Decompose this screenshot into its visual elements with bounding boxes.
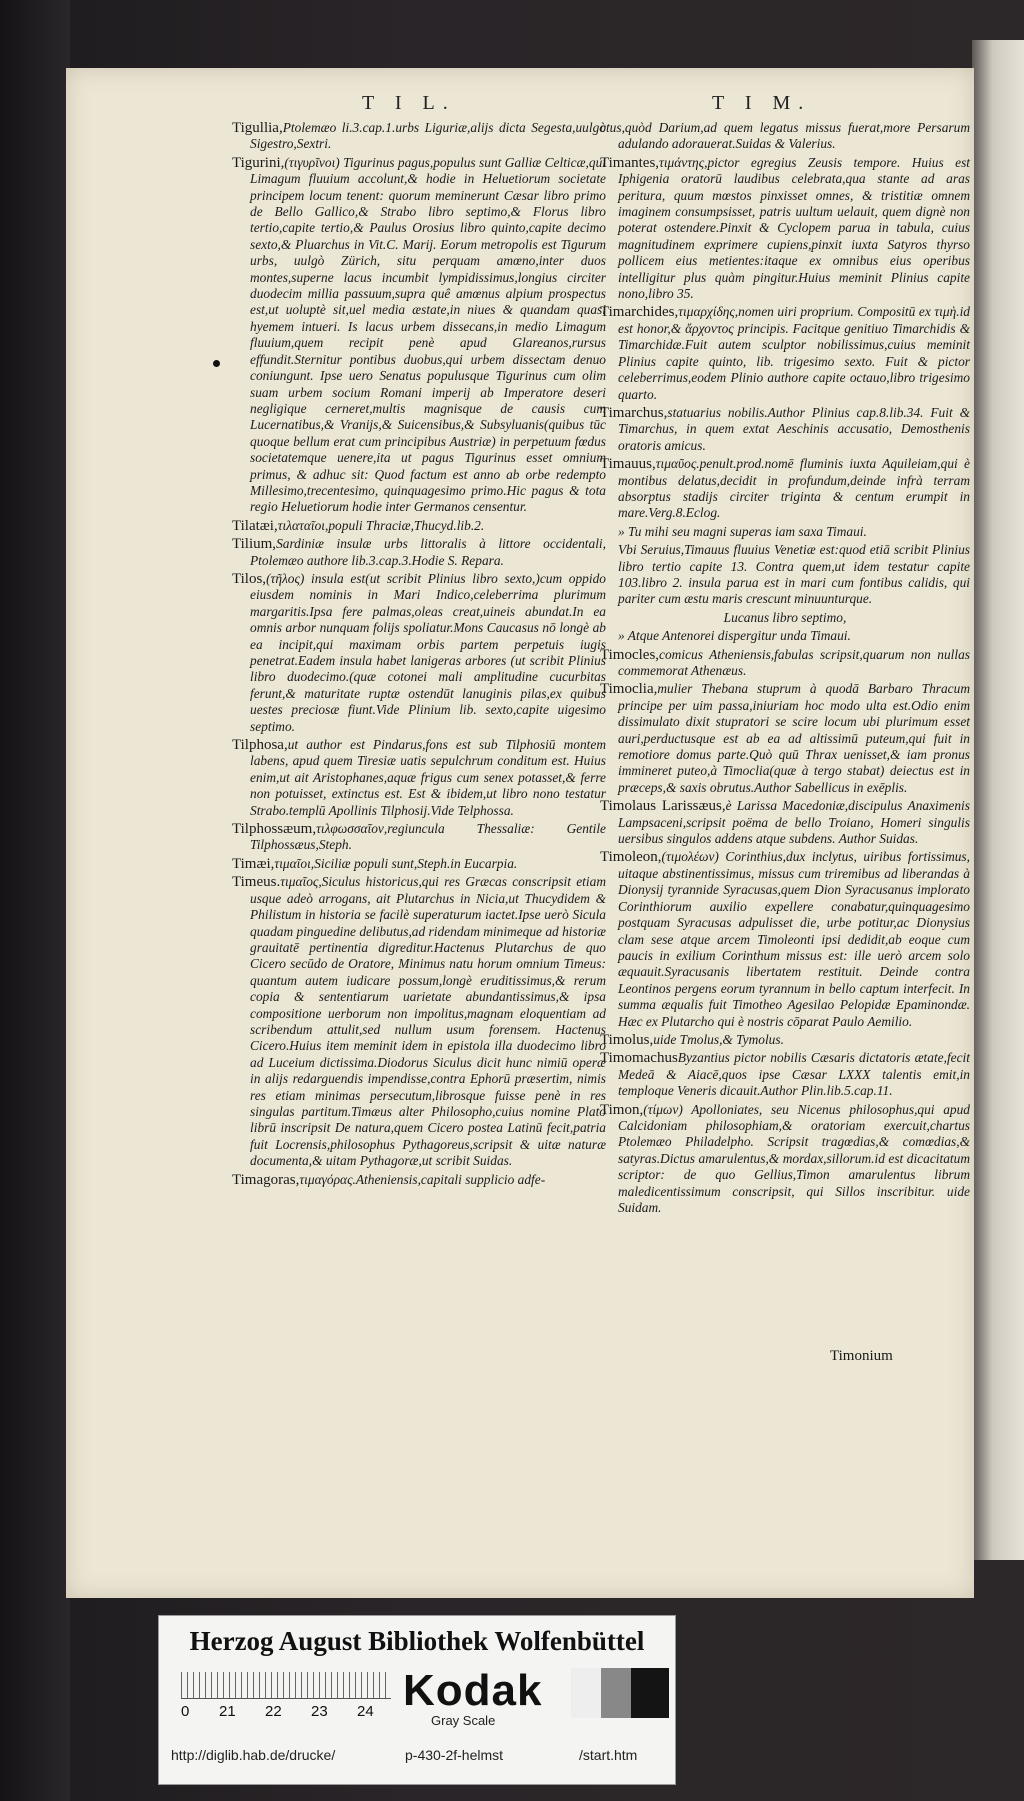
dictionary-entry	[600, 456, 970, 522]
entry-text: Lucanus libro septimo,	[723, 609, 847, 625]
left-column	[232, 120, 606, 1190]
entry-headword: Timoleon,	[600, 849, 662, 866]
ruler-number: 22	[265, 1703, 282, 1720]
url-right: /start.htm	[579, 1747, 638, 1763]
entry-text: (τιμολέων) Corinthius,dux inclytus, uiribus fortissimus, uitaque abstinentissimus, missus cum triremibus ad liberandas à Dionysij tyrannide Syracusas,quem Dion Syracusanus implorato Corinthiorum auxilio expellere conabatur,quinquagesimo postquam Syracusas adpulisset die, urbe potitur,ac Dionysius clam sese atque arcem Timoleonti ipsi dedidit,ab eoque cum paucis in exilium Corinthum missus est: ille uerò arcem solo æquauit.Syracusanis libertatem restituit. Deinde contra Leontinos pergens eorum tyrannum in bello captum interfecit. In summa æqualis fuit Timotheo Agesilao Pelopidæ Epaminondæ. Hæc ex Plutarcho qui è nostris cōparat Paulo Aemilio.	[618, 849, 970, 1029]
ruler-number: 23	[311, 1703, 328, 1720]
dictionary-entry	[232, 120, 606, 153]
dictionary-entry	[600, 1032, 970, 1048]
entry-text: (τῆλος) insula est(ut scribit Plinius libro sexto,)cum oppido eiusdem nominis in Mari Indico,celeberrima plurimum margaritis.Ipsa fere palmas,oleas creat,uineis abundat.In ea omnis arbor nunquam folijs spoliatur.Mons Caucasus nō longè ab ea incipit,qui maximam orbis partem perpetuis iugis penetrat.Eadem insula habet lanigeras arbores (ut scribit Plinius libro duodecimo.(quæ cotonei mali amplitudine cucurbitas ferunt,& maturitate ruptæ ostendūt lanuginis pilas,ex quibus uestes preciosæ fiunt.Vide Plinium lib. sexto,capite uigesimo septimo.	[250, 570, 606, 734]
entry-text: Ptolemæo li.3.cap.1.urbs Liguriæ,alijs dicta Segesta,uulgò Sigestro,Sextri.	[250, 120, 606, 152]
dictionary-entry	[232, 737, 606, 819]
entry-headword: Tilphosa,	[232, 737, 288, 754]
dictionary-entry	[232, 821, 606, 854]
dictionary-entry	[232, 874, 606, 1169]
gray-swatch	[571, 1668, 601, 1718]
entry-text: comicus Atheniensis,fabulas scripsit,quarum non nullas commemorat Athenæus.	[618, 646, 970, 678]
entry-headword: Timomachus	[600, 1050, 678, 1067]
next-page-edge	[972, 40, 1024, 1560]
entry-text: (τιγυρῖνοι) Tigurinus pagus,populus sunt Galliæ Celticæ,qui Limagum fluuium accolunt,& hodie in Heluetiorum societate principem locum tenent: quorum meminerunt Cæsar libro primo de Bello Gallico,& Strabo libro septimo,& Florus libro tertio,capite tertio,& Paulus Orosius libro quinto,capite decimo sexto,& Pluarchus in Vit.C. Marij. Eorum metropolis est Tigurum urbs, uulgò Zürich, situ perquam amœno,inter duos montes,superne lacus incumbit lympidissimus,longius circiter duodecim millia passuum,supra quê amœnus alpium prospectus est,ut uoluptè sit,uel media æstate,in niues & quandam quasi hyemem intueri. Is lacus urbem dissecans,in medio Limagum fluuium,quem recipit penè apud Glareanos,rursus effundit.Sternitur pontibus duobus,qui urbem dissectam denuo coniungunt. Ipse uero Senatus populusque Tigurinus cum olim suam urbem socium Romani imperij ab Imperatore deseri negligique cerneret,multis magnisque de causis cum Lucernatibus,& Vranijs,& Suicensibus,& Subsyluanis(quibus tūc quoque bellum erat cum principibus Austriæ) in perpetuum fœdus societatemque uenere,ita ut pagus Tigurinus esset omnium primus, & adhuc sit: Quod factum est anno ab orbe redempto Millesimo,trecentesimo, quinquagesimo primo.Hic pagus & tota regio Heluetiorum hodie inter Germanos censentur.	[250, 154, 606, 515]
entry-text: τιμαγόρας.Atheniensis,capitali supplicio adfe-	[299, 1171, 546, 1187]
entry-headword: Timoclia,	[600, 681, 658, 698]
dictionary-entry	[600, 542, 970, 608]
entry-text: ctus,quòd Darium,ad quem legatus missus fuerat,more Persarum adulando adorauerat.Suidas & Valerius.	[600, 120, 970, 152]
running-head-right: T I M.	[712, 92, 812, 114]
entry-text: mulier Thebana stuprum à quodā Barbaro Thracum principe per uim passa,iniuriam hoc modo ulta est.Odio enim dissimulato dixit stupratori se scire locum ubi plurimum esset auri,perductusque est ab ea ad altissimū puteum,qui fuit in remotiore domus parte.Quò quū Thrax uenisset,& iam pronus immineret puteo,à Timoclia(quæ à tergo stabat) deiectus est in præceps,& saxis obrutus.Author Sabellicus in exēplis.	[618, 681, 970, 795]
gray-swatch	[601, 1668, 631, 1718]
dictionary-entry	[232, 518, 606, 534]
entry-headword: Timagoras,	[232, 1171, 300, 1188]
entry-headword: Timauus,	[600, 456, 656, 473]
dictionary-entry	[600, 1102, 970, 1217]
dictionary-entry	[600, 628, 970, 644]
dictionary-entry	[232, 155, 606, 516]
kodak-logo: Kodak	[403, 1666, 543, 1715]
dictionary-entry	[232, 571, 606, 735]
entry-text: (τίμων) Apolloniates, seu Nicenus philosophus,qui apud Calcidoniam philosophiam,& oratoriam exercuit,chartus Ptolemæo Philadelpho. Scripsit tragœdias,& comœdias,& satyras.Dictus amarulentus,& mordax,sillorum.id est dicacitatum scriptor: de quo Gellius,Timon amarulentus librum maledicentissimum conscripsit, qui Sillos inscribitur. uide Suidam.	[618, 1101, 970, 1215]
library-name: Herzog August Bibliothek Wolfenbüttel	[189, 1626, 645, 1656]
entry-headword: Timon,	[600, 1101, 644, 1118]
entry-text: Sardiniæ insulæ urbs littoralis à littore occidentali, Ptolemæo authore lib.3.cap.3.Hodie S. Repara.	[250, 536, 606, 568]
catchword: Timonium	[830, 1348, 893, 1364]
entry-text: è Larissa Macedoniæ,discipulus Anaximenis Lampsaceni,scripsit poëma de bello Troiano, Homeri singulis uersibus singulos addens atque subdens. Author Suidas.	[618, 798, 970, 847]
entry-text: τιλφωσσαῖον,regiuncula Thessaliæ: Gentile Tilphossæus,Steph.	[250, 821, 606, 853]
dictionary-entry	[600, 120, 970, 153]
dictionary-entry	[232, 536, 606, 569]
right-column	[600, 120, 970, 1218]
entry-headword: Timeus.	[232, 874, 281, 891]
entry-text: τιμαῖοι,Siciliæ populi sunt,Steph.in Eucarpia.	[274, 855, 518, 871]
entry-text: Byzantius pictor nobilis Cæsaris dictatoris ætate,fecit Medeā & Aiacē,quos ipse Cæsar LXXX talentis emit,in temploque Veneris dicauit.Author Plin.lib.5.cap.11.	[618, 1050, 970, 1099]
dictionary-entry	[600, 405, 970, 454]
entry-headword: Tigullia,	[232, 120, 283, 136]
ruler-number: 21	[219, 1703, 236, 1720]
scan-background-left	[0, 0, 70, 1801]
dictionary-entry	[600, 681, 970, 796]
entry-headword: Timarchides,	[600, 304, 679, 321]
ruler-number: 0	[181, 1703, 190, 1720]
entry-text: ut author est Pindarus,fons est sub Tilphosiū montem labens, apud quem Tiresiæ uatis sepulchrum conditum est. Huius enim,ut ait Aristophanes,aquæ frigus cum senex potasset,& ferre non potuisset, extinctus est. Est & ibidem,ut libro nono testatur Strabo.templū Apollinis Tilphosij.Vide Telphossa.	[250, 737, 606, 818]
ruler-number: 24	[357, 1703, 374, 1720]
entry-text: Vbi Seruius,Timauus fluuius Venetiæ est:quod etiā scribit Plinius libro tertio capite 13. Contra quem,ut idem testatur capite 103.libro 2. insula parua est in mari cum fontibus calidis, qui pariter cum æstu maris crescunt minuunturque.	[618, 542, 970, 607]
entry-text: statuarius nobilis.Author Plinius cap.8.lib.34. Fuit & Timarchus, in quem extat Aeschinis accusatio, Demosthenis oratoris amicus.	[618, 404, 970, 453]
entry-headword: Tilphossæum,	[232, 821, 317, 838]
gray-scale-label: Gray Scale	[431, 1713, 496, 1728]
dictionary-entry	[600, 610, 970, 626]
entry-headword: Tigurini,	[232, 154, 285, 171]
entry-text: τιμαῖος,Siculus historicus,qui res Græcas conscripsit etiam usque adeò arrogans, ait Plutarchus in Nicia,ut Thucydidem & Philistum in historia se facilè superaturum iactet.Ipse uerò Sicula quadam pinguedine delibutus,ad ridendam minimeque ad historiæ grauitatē pertinentia digreditur.Hactenus Plutarchus de quo Cicero secūdo de Oratore, Minimus natu horum omnium Timeus: quantum autem iudicare possum,longè eruditissimus,& rerum copia & sententiarum uarietate abundantissimus,& ipsa compositione uerborum non impolitus,magnam eloquentiam ad scribendum attulit,sed nullum usum forensem. Hactenus Cicero.Huius item meminit idem in epistola illa duodecimo libro ad Luceium dictissima.Diodorus Siculus dicit hunc nimiū operæ in alijs redarguendis impendisse,contra Ephorū præsertim, nimis res etiam minimas persecutum,librosque fuisse penè in res singulas partitum.Timæus alter Philosopho,cuius nomine Plato librū inscripsit De natura,quem Cicero postea Latinū fecit,patria fuit Locrensis,philosophus Pythagoreus,scripsit & uitæ naturæ documenta,& uitam Pythagoræ,ut scribit Suidas.	[250, 874, 606, 1169]
entry-text: τιμαρχίδης,nomen uiri proprium. Compositū ex τιμὴ.id est honor,& ἄρχοντος principis. Facitque genitiuo Timarchidis & Timarchidæ.Fuit autem sculptor nobilissimus,cuius meminit Plinius capite quinto, lib. trigesimo sexto. Fuit & pictor celeberrimus,eodem Plinio authore capite octauo,libro trigesimo quarto.	[618, 304, 970, 402]
dictionary-entry	[600, 849, 970, 1029]
entry-text: τιλαταῖοι,populi Thraciæ,Thucyd.lib.2.	[277, 517, 485, 533]
entry-headword: Timolaus Larissæus,	[600, 798, 726, 815]
dictionary-entry	[232, 856, 606, 872]
gray-swatch	[631, 1668, 669, 1718]
dictionary-entry	[600, 798, 970, 847]
dictionary-entry	[232, 1172, 606, 1188]
entry-text: » Atque Antenorei dispergitur unda Timaui.	[618, 628, 851, 644]
entry-headword: Tilatæi,	[232, 517, 278, 534]
url-middle: p-430-2f-helmst	[405, 1747, 504, 1763]
scale-ruler	[181, 1672, 391, 1699]
dictionary-entry	[600, 155, 970, 303]
entry-text: » Tu mihi seu magni superas iam saxa Timaui.	[618, 523, 867, 539]
entry-text: uide Tmolus,& Tymolus.	[653, 1031, 784, 1047]
running-head-left: T I L.	[362, 92, 456, 114]
entry-headword: Timolus,	[600, 1031, 654, 1048]
entry-headword: Timantes,	[600, 154, 660, 171]
entry-headword: Timocles,	[600, 646, 660, 663]
entry-headword: Timæi,	[232, 855, 275, 872]
dictionary-entry	[600, 524, 970, 540]
library-color-card	[158, 1615, 676, 1785]
entry-text: τιμαῦος.penult.prod.nomē fluminis iuxta Aquileiam,qui è montibus delatus,decidit in profundum,deinde infrà terram absorptus stadijs circiter triginta & centum erumpit in mare.Verg.8.Eclog.	[618, 456, 970, 521]
margin-mark	[213, 360, 220, 367]
dictionary-entry	[600, 1050, 970, 1099]
entry-text: τιμάντης,pictor egregius Zeusis tempore. Huius est Iphigenia oratorū laudibus celebrata,qua stante ad aras peritura, quum mœstos pinxisset omnes, & tristitiæ omnem imaginem consumpsisset, patris uultum uelauit, quem dignè non poterat ostendere.Pinxit & Cyclopem parua in tabula, cuius magnitudinem exprimere cupiens,pinxit iuxta Satyros thyrso pollicem eius metientes:itaque ex omnibus eius operibus intelligitur plus quàm pingitur.Huius meminit Plinius capite nono,libro 35.	[618, 154, 970, 302]
entry-headword: Tilos,	[232, 570, 267, 587]
url-left: http://diglib.hab.de/drucke/	[171, 1747, 336, 1763]
dictionary-entry	[600, 647, 970, 680]
entry-headword: Tilium,	[232, 536, 277, 553]
dictionary-entry	[600, 304, 970, 402]
entry-headword: Timarchus,	[600, 404, 668, 421]
